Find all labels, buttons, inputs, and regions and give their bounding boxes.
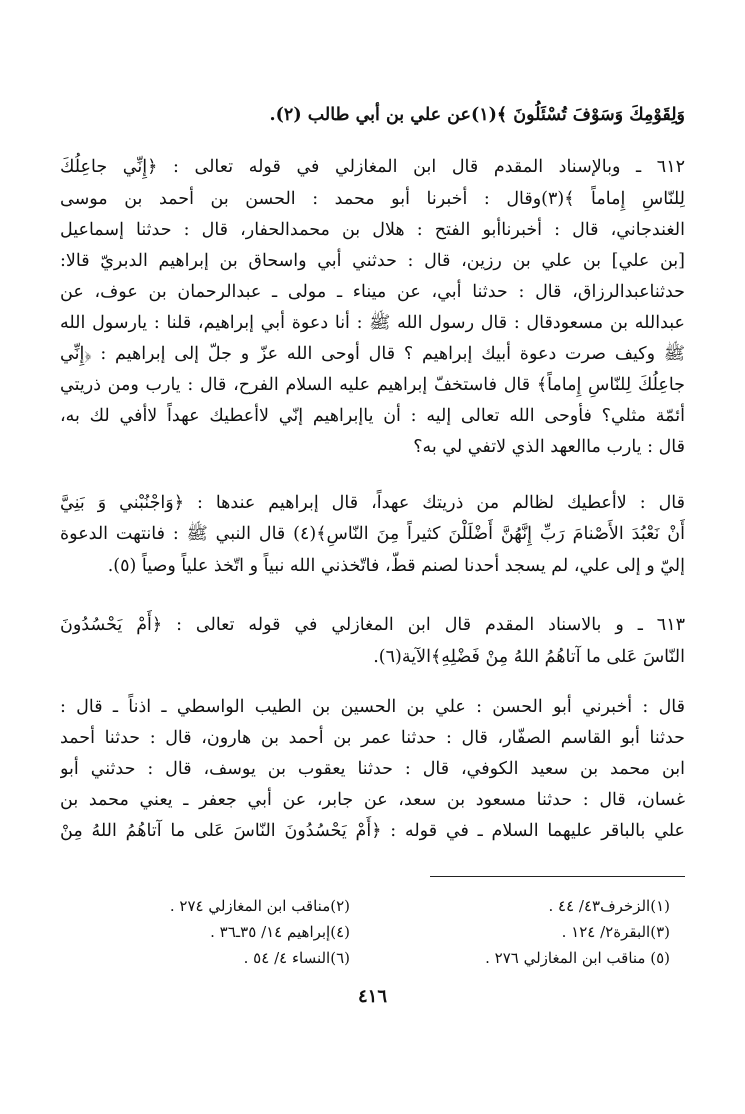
text-line-7: عبدالله بن مسعودقال : قال رسول الله ﷺ : أنا دعوة أبي إبراهيم، قلنا : يارسول الله <box>60 313 685 333</box>
text-line-8: ﷺ وكيف صرت دعوة أبيك إبراهيم ؟ قال أوحى الله عزّ و جلّ إلى إبراهيم : ﴿إِنِّي <box>60 344 685 364</box>
text-line-14: إليّ و إلى علي، لم يسجد أحدنا لصنم قطّ، فاتّخذني الله نبياً و اتّخذ علياً وصياً (٥). <box>107 556 685 576</box>
footnote-2: (٢)مناقب ابن المغازلي ٢٧٤ . <box>169 897 350 915</box>
text-line-6: حدثناعبدالرزاق، قال : حدثنا أبي، عن ميناء ـ مولى ـ عبدالرحمان بن عوف، عن <box>60 282 685 302</box>
text-line-16: النّاسَ عَلى ما آتاهُمُ اللهُ مِنْ فَضْلِهِ﴾الآية(٦). <box>373 647 685 667</box>
text-line-4: الغندجاني، قال : أخبرناأبو الفتح : هلال بن محمدالحفار، قال : حدثنا إسماعيل <box>60 220 685 240</box>
text-line-20: غسان، قال : حدثنا مسعود بن سعد، عن جابر، عن أبي جعفر ـ يعني محمد بن <box>60 790 685 810</box>
text-line-13: أَنْ نَعْبُدَ الأَصْنامَ رَبِّ إِنَّهُنَّ أَضْلَلْنَ كثيراً مِنَ النّاسِ﴾(٤) قال النبي ﷺ : فانتهت الدعوة <box>60 524 685 544</box>
text-line-11: قال : يارب ماالعهد الذي لاتفي لي به؟ <box>413 437 685 457</box>
text-line-21: علي بالباقر عليهما السلام ـ في قوله : ﴿أَمْ يَحْسُدُونَ النّاسَ عَلى ما آتاهُمُ اللهُ مِنْ <box>60 821 685 841</box>
footnote-3: (٣)البقرة٢/ ١٢٤ . <box>561 923 670 941</box>
text-line-18: حدثنا أبو القاسم الصفّار، قال : حدثنا عمر بن أحمد بن هارون، قال : حدثنا أحمد <box>60 728 685 748</box>
footnote-1: (١)الزخرف٤٣/ ٤٤ . <box>548 897 670 915</box>
text-line-12: قال : لاأعطيك لظالم من ذريتك عهداً، قال إبراهيم عندها : ﴿وَاجْنُبْني وَ بَنِيَّ <box>60 493 685 513</box>
text-line-5: [بن علي] بن علي بن رزين، قال : حدثني أبي واسحاق بن إبراهيم الدبريّ قالا: <box>60 251 685 271</box>
footnote-6: (٦)النساء ٤/ ٥٤ . <box>243 949 350 967</box>
text-line-17: قال : أخبرني أبو الحسن : علي بن الحسين بن الطيب الواسطي ـ اذناً ـ قال : <box>60 697 685 717</box>
text-line-10: أئمّة مثلي؟ فأوحى الله تعالى إليه : أن ياإبراهيم إنّي لاأعطيك عهداً لاأفي لك به، <box>60 406 685 426</box>
footnote-5: (٥) مناقب ابن المغازلي ٢٧٦ . <box>485 949 670 967</box>
text-line-2: ٦١٢ ـ وبالإسناد المقدم قال ابن المغازلي في قوله تعالى : ﴿إِنِّي جاعِلُكَ <box>60 157 685 177</box>
footnote-4: (٤)إبراهيم ١٤/ ٣٥ـ٣٦ . <box>210 923 350 941</box>
page-number: ٤١٦ <box>357 986 387 1007</box>
text-line-19: ابن محمد بن سعيد الكوفي، قال : حدثنا يعقوب بن يوسف، قال : حدثني أبو <box>60 759 685 779</box>
footnote-separator <box>430 876 685 877</box>
text-line-1: وَلِقَوْمِكَ وَسَوْفَ تُسْئَلُونَ ﴾(١)عن علي بن أبي طالب (٢). <box>269 105 685 125</box>
text-line-9: جاعِلُكَ لِلنّاسِ إِماماً﴾ قال فاستخفّ إبراهيم عليه السلام الفرح، قال : يارب ومن ذريتي <box>60 375 685 395</box>
text-line-15: ٦١٣ ـ و بالاسناد المقدم قال ابن المغازلي في قوله تعالى : ﴿أَمْ يَحْسُدُونَ <box>60 615 685 635</box>
text-line-3: لِلنّاسِ إِماماً ﴾(٣)وقال : أخبرنا أبو محمد : الحسن بن أحمد بن موسى <box>60 189 685 209</box>
